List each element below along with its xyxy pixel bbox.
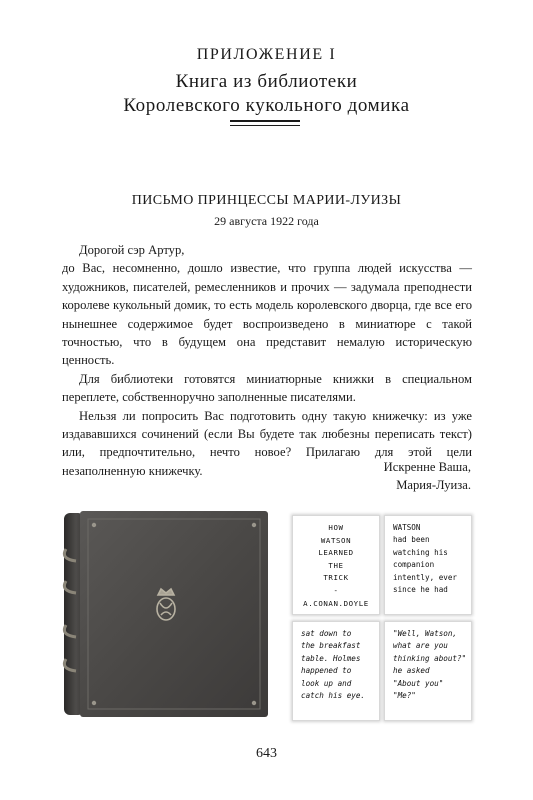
manuscript-page-2-text: WATSON had been watching his companion intently, ever since he had (393, 523, 458, 595)
title-rule-thin (230, 125, 300, 126)
manuscript-pages (290, 513, 474, 721)
manuscript-page-1 (292, 515, 380, 615)
appendix-title-line-2: Королевского кукольного домика (123, 95, 410, 116)
letter-closing-line-1: Искренне Ваша, (383, 460, 471, 474)
manuscript-page-4-text: "Well, Watson, what are you thinking about?" he asked "About you" "Me?" (393, 629, 467, 701)
appendix-label: ПРИЛОЖЕНИЕ I (196, 46, 337, 63)
miniature-book-photo (62, 509, 270, 719)
letter-closing (384, 458, 471, 495)
page-number: 643 (256, 746, 277, 761)
appendix-title-line-1: Книга из библиотеки (175, 71, 358, 92)
letter-paragraph-1: до Вас, несомненно, дошло известие, что группа людей искусства — художников, писателей, ремесленников и прочих — задумала преподнести королеве кукольный домик, то есть модель королевского дворца, где все его нынешнее содержимое будет воспроизведено в миниатюре с такой точностью, что в будущем она представит немалую историческую ценность. (62, 261, 472, 368)
manuscript-page-3-text: sat down to the breakfast table. Holmes happened to look up and catch his eye. (301, 629, 366, 701)
letter-paragraph-3: Нельзя ли попросить Вас подготовить одну такую книжечку: из уже издававшихся сочинений (если Вы будете так любезны переписать текст) или, предпочтительно, нечто новое? Прилагаю для этой цели незаполненную книжечку. (62, 408, 472, 478)
letter-date: 29 августа 1922 года (214, 214, 319, 228)
title-rule-thick (230, 120, 300, 122)
letter-body (62, 241, 472, 480)
manuscript-page-1-text: HOW WATSON LEARNED THE TRICK - A.CONAN.DOYLE (303, 523, 369, 608)
letter-signature: Мария-Луиза. (396, 478, 471, 493)
manuscript-page-2 (384, 515, 472, 615)
manuscript-page-4 (384, 621, 472, 721)
letter-title: ПИСЬМО ПРИНЦЕССЫ МАРИИ-ЛУИЗЫ (131, 193, 402, 208)
manuscript-page-3 (292, 621, 380, 721)
letter-salutation: Дорогой сэр Артур, (79, 243, 185, 257)
appendix-title (0, 70, 533, 118)
letter-paragraph-2: Для библиотеки готовятся миниатюрные книжки в специальном переплете, собственноручно заполненные писателями. (62, 371, 472, 405)
